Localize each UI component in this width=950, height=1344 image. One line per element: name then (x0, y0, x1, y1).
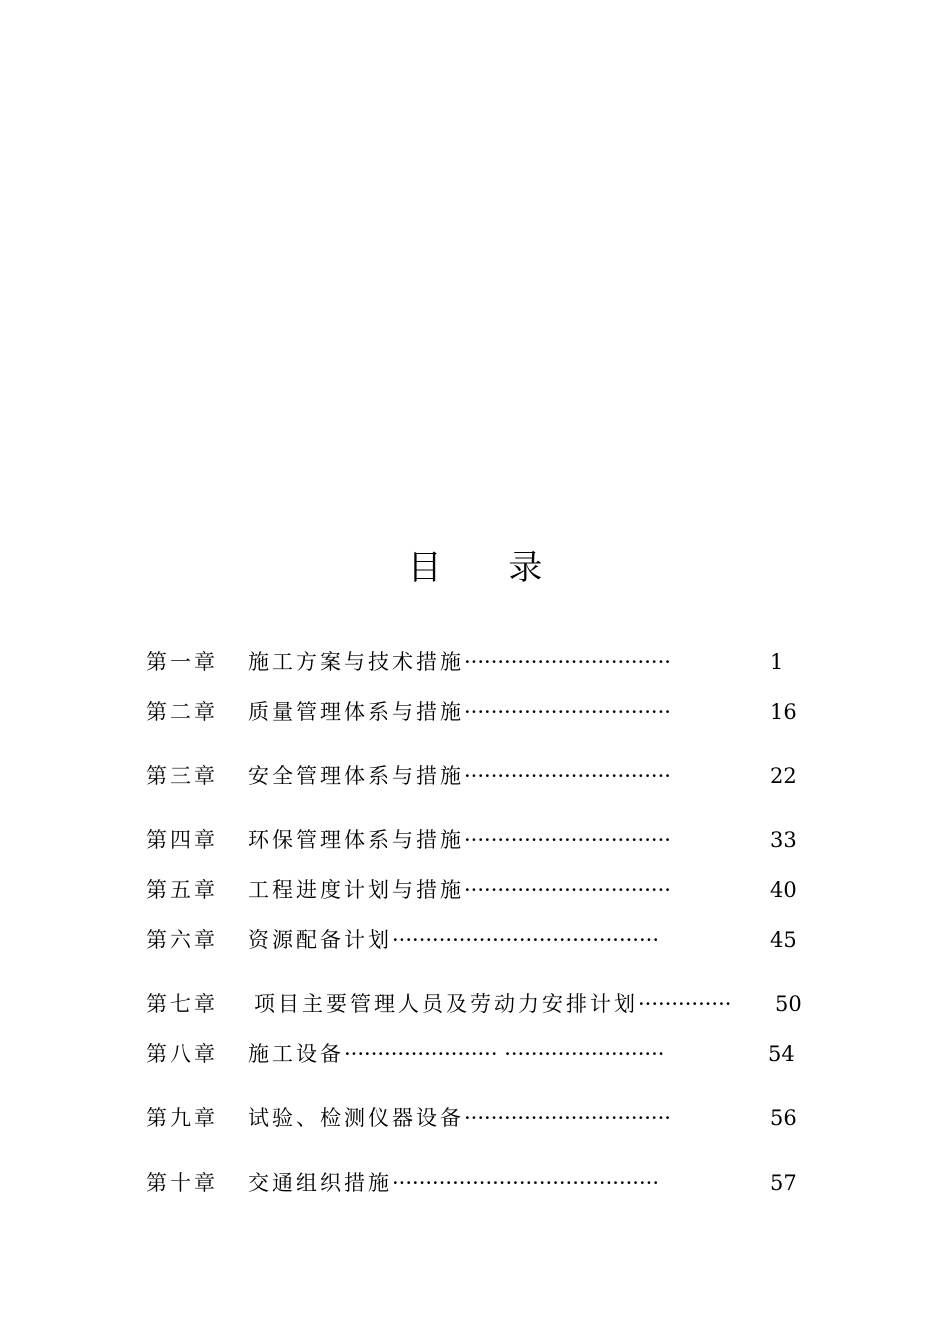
toc-entry (146, 989, 731, 1019)
toc-leader-dots: ······························· (464, 764, 671, 788)
toc-entry (146, 1168, 659, 1198)
toc-chapter-label: 第四章 (146, 828, 218, 852)
toc-title: 目 录 (407, 548, 571, 588)
toc-leader-dots: ······························· (464, 1106, 671, 1130)
toc-leader-dots: ······························· (464, 878, 671, 902)
toc-leader-dots: ········································ (392, 928, 660, 952)
toc-page-number: 40 (770, 878, 797, 902)
toc-entry (146, 647, 671, 677)
toc-chapter-label: 第七章 (146, 992, 218, 1016)
toc-page-number: 45 (770, 928, 797, 952)
toc-leader-dots: ········································ (392, 1171, 660, 1195)
toc-entry (146, 825, 671, 855)
toc-entry-title: 资源配备计划 (248, 928, 392, 952)
toc-chapter-label: 第一章 (146, 650, 218, 674)
toc-page-number: 33 (770, 828, 797, 852)
toc-page-number: 56 (770, 1106, 797, 1130)
toc-entry-title: 质量管理体系与措施 (248, 700, 464, 724)
toc-entry-title: 施工设备 (248, 1042, 344, 1066)
toc-leader-dots: ······························· (464, 828, 671, 852)
toc-entry (146, 925, 659, 955)
toc-leader-dots: ······························· (464, 650, 671, 674)
toc-entry (146, 875, 671, 905)
toc-page-number: 1 (770, 650, 784, 674)
toc-entry-title: 工程进度计划与措施 (248, 878, 464, 902)
toc-page-number: 50 (775, 992, 802, 1016)
toc-leader-dots: ······························· (464, 700, 671, 724)
toc-entry (146, 1103, 671, 1133)
toc-entry-title: 施工方案与技术措施 (248, 650, 464, 674)
toc-entry (146, 761, 671, 791)
toc-page-number: 22 (770, 764, 797, 788)
toc-chapter-label: 第九章 (146, 1106, 218, 1130)
toc-leader-dots: ······················· ························ (344, 1042, 665, 1066)
toc-page-number: 57 (770, 1171, 797, 1195)
toc-chapter-label: 第五章 (146, 878, 218, 902)
toc-entry-title: 试验、检测仪器设备 (248, 1106, 464, 1130)
toc-leader-dots: ·············· (638, 992, 732, 1016)
toc-chapter-label: 第十章 (146, 1171, 218, 1195)
toc-entry (146, 1039, 664, 1069)
toc-chapter-label: 第三章 (146, 764, 218, 788)
toc-entry-title: 环保管理体系与措施 (248, 828, 464, 852)
toc-entry-title: 项目主要管理人员及劳动力安排计划 (254, 992, 638, 1016)
toc-chapter-label: 第六章 (146, 928, 218, 952)
toc-page-number: 16 (770, 700, 797, 724)
toc-entry-title: 安全管理体系与措施 (248, 764, 464, 788)
toc-page-number: 54 (768, 1042, 795, 1066)
toc-entry (146, 697, 671, 727)
toc-chapter-label: 第八章 (146, 1042, 218, 1066)
toc-entry-title: 交通组织措施 (248, 1171, 392, 1195)
toc-chapter-label: 第二章 (146, 700, 218, 724)
